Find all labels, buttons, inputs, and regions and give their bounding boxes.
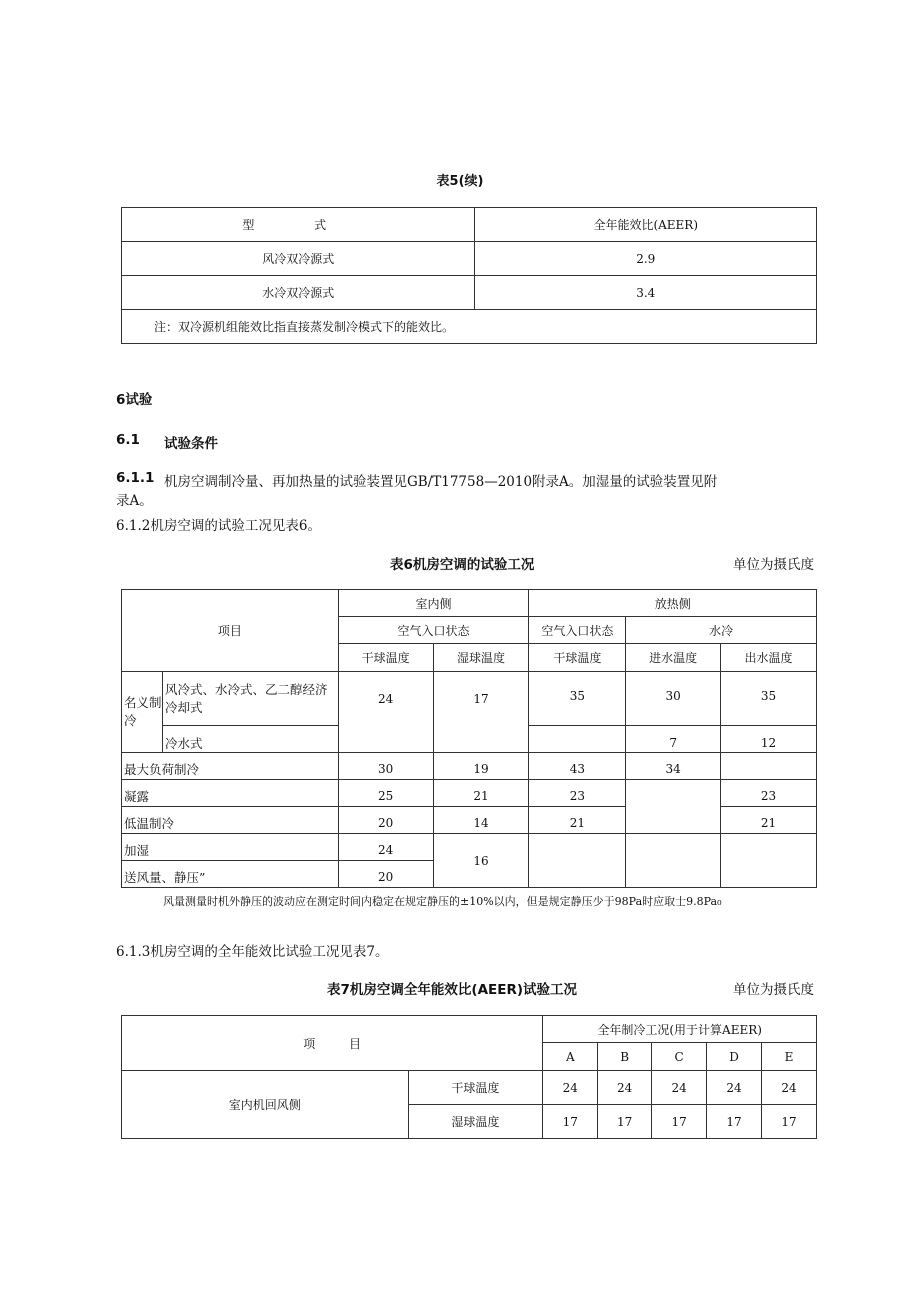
table-row xyxy=(122,753,817,780)
t6-maxload-air: 43 xyxy=(529,753,626,780)
t6-header-indoor: 室内侧 xyxy=(338,590,529,617)
t7-col-d: D xyxy=(707,1043,762,1071)
t6-dew-air: 23 xyxy=(529,780,626,807)
para-6-1-1-line2: 录A。 xyxy=(116,493,153,509)
t7-col-b: B xyxy=(598,1043,652,1071)
section-6-title: 6试验 xyxy=(116,392,153,408)
t7-wet-d: 17 xyxy=(707,1105,762,1139)
t5-aeer-cell: 2.9 xyxy=(475,242,817,276)
t6-nominal-b-label: 冷水式 xyxy=(163,726,339,753)
t6-header-air-inlet: 空气入口状态 xyxy=(338,617,529,644)
t6-nominal-b-air xyxy=(529,726,626,753)
table6-caption: 表6机房空调的试验工况 xyxy=(390,557,535,573)
t6-header-wet: 湿球温度 xyxy=(433,644,529,672)
t6-nominal-label: 名义制冷 xyxy=(122,672,163,753)
t6-header-dry-2: 干球温度 xyxy=(529,644,626,672)
t6-humid-in xyxy=(626,834,721,888)
t6-header-water: 水冷 xyxy=(626,617,817,644)
table-row xyxy=(122,672,817,726)
t6-lowtemp-wet: 14 xyxy=(433,807,529,834)
t6-header-item: 项目 xyxy=(122,590,339,672)
t6-nominal-b-in: 7 xyxy=(626,726,721,753)
section-6-1-number: 6.1 xyxy=(116,432,140,448)
t6-nominal-a-in: 30 xyxy=(626,672,721,726)
t7-dry-d: 24 xyxy=(707,1071,762,1105)
t7-wet-label: 湿球温度 xyxy=(408,1105,543,1139)
t6-lowtemp-dry: 20 xyxy=(338,807,433,834)
t5-type-cell: 水冷双冷源式 xyxy=(122,276,475,310)
t6-lowtemp-out: 21 xyxy=(721,807,817,834)
table6 xyxy=(121,589,817,888)
t6-maxload-in: 34 xyxy=(626,753,721,780)
table5 xyxy=(121,207,817,344)
t6-maxload-dry: 30 xyxy=(338,753,433,780)
table7-unit: 单位为摄氏度 xyxy=(733,982,814,998)
table7-caption: 表7机房空调全年能效比(AEER)试验工况 xyxy=(327,982,578,998)
t6-maxload-label: 最大负荷制冷 xyxy=(122,753,339,780)
t6-header-heat: 放热侧 xyxy=(529,590,817,617)
para-6-1-2: 6.1.2机房空调的试验工况见表6。 xyxy=(116,518,321,534)
t5-aeer-cell: 3.4 xyxy=(475,276,817,310)
t6-header-dry: 干球温度 xyxy=(338,644,433,672)
table-row xyxy=(122,242,817,276)
table-row xyxy=(122,780,817,807)
t6-dew-dry: 25 xyxy=(338,780,433,807)
table5-caption: 表5(续) xyxy=(436,174,484,189)
t6-lowtemp-label: 低温制冷 xyxy=(122,807,339,834)
t6-humid-out xyxy=(721,834,817,888)
t7-group-label: 室内机回风侧 xyxy=(122,1071,409,1139)
t6-nominal-dry: 24 xyxy=(338,672,433,753)
t5-type-cell: 风冷双冷源式 xyxy=(122,242,475,276)
t7-wet-a: 17 xyxy=(543,1105,598,1139)
t6-humid-air xyxy=(529,834,626,888)
table-row xyxy=(122,1071,817,1105)
t6-nominal-a-label: 风冷式、水冷式、乙二醇经济冷却式 xyxy=(163,672,339,726)
t7-dry-a: 24 xyxy=(543,1071,598,1105)
t7-col-a: A xyxy=(543,1043,598,1071)
para-6-1-3: 6.1.3机房空调的全年能效比试验工况见表7。 xyxy=(116,944,389,960)
t7-wet-b: 17 xyxy=(598,1105,652,1139)
t6-airflow-dry: 20 xyxy=(338,861,433,888)
t5-note: 注：双冷源机组能效比指直接蒸发制冷模式下的能效比。 xyxy=(122,310,817,344)
t6-dew-label: 凝露 xyxy=(122,780,339,807)
t6-humid-label: 加湿 xyxy=(122,834,339,861)
table-row xyxy=(122,834,817,861)
para-6-1-1-number: 6.1.1 xyxy=(116,470,155,486)
t7-dry-c: 24 xyxy=(652,1071,707,1105)
table6-footnote: 风量测量时机外静压的波动应在测定时间内稳定在规定静压的±10%以内，但是规定静压少于98Pa时应取士9.8Pa₀ xyxy=(163,895,722,908)
table7 xyxy=(121,1015,817,1139)
t7-dry-b: 24 xyxy=(598,1071,652,1105)
t7-wet-e: 17 xyxy=(762,1105,817,1139)
t7-col-c: C xyxy=(652,1043,707,1071)
t7-dry-e: 24 xyxy=(762,1071,817,1105)
t6-nominal-a-air: 35 xyxy=(529,672,626,726)
para-6-1-1-line1: 机房空调制冷量、再加热量的试验装置见GB/T17758—2010附录A。加湿量的试验装置见附 xyxy=(164,474,718,490)
t6-header-water-in: 进水温度 xyxy=(626,644,721,672)
t6-dew-in xyxy=(626,780,721,834)
t7-col-e: E xyxy=(762,1043,817,1071)
t6-dew-wet: 21 xyxy=(433,780,529,807)
t6-nominal-a-out: 35 xyxy=(721,672,817,726)
t6-header-water-out: 出水温度 xyxy=(721,644,817,672)
t7-wet-c: 17 xyxy=(652,1105,707,1139)
t6-lowtemp-air: 21 xyxy=(529,807,626,834)
table6-unit: 单位为摄氏度 xyxy=(733,557,814,573)
t6-humid-dry: 24 xyxy=(338,834,433,861)
t6-dew-out: 23 xyxy=(721,780,817,807)
t6-nominal-b-out: 12 xyxy=(721,726,817,753)
t5-header-aeer: 全年能效比(AEER) xyxy=(475,208,817,242)
t6-maxload-wet: 19 xyxy=(433,753,529,780)
t6-maxload-out xyxy=(721,753,817,780)
t7-header-item: 项 目 xyxy=(122,1016,543,1071)
t6-header-air-inlet-2: 空气入口状态 xyxy=(529,617,626,644)
t6-nominal-wet: 17 xyxy=(433,672,529,753)
table-row xyxy=(122,276,817,310)
t7-dry-label: 干球温度 xyxy=(408,1071,543,1105)
section-6-1-title: 试验条件 xyxy=(164,436,218,452)
t7-header-condition: 全年制冷工况(用于计算AEER) xyxy=(543,1016,817,1043)
t5-header-type: 型 式 xyxy=(122,208,475,242)
t6-humid-airflow-wet: 16 xyxy=(433,834,529,888)
t6-airflow-label: 送风量、静压” xyxy=(122,861,339,888)
